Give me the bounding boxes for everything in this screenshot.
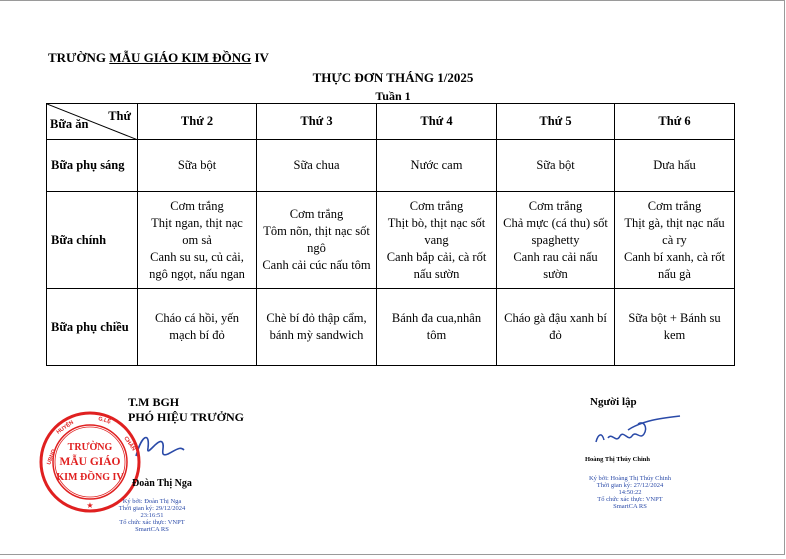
row-label: Bữa phụ sáng xyxy=(47,140,138,192)
menu-line: Canh bí xanh, cà rốt xyxy=(623,249,725,264)
menu-line: Thịt bò, thịt nạc sốt xyxy=(387,215,486,230)
menu-line: Thịt gà, thịt nạc nấu xyxy=(624,215,725,230)
menu-line: Cơm trắng xyxy=(289,207,344,221)
svg-text:CHẤN: CHẤN xyxy=(122,435,137,453)
table-header-row xyxy=(47,104,735,140)
row-label: Bữa phụ chiều xyxy=(47,289,138,366)
svg-text:TRƯỜNG: TRƯỜNG xyxy=(67,442,113,453)
menu-line: sườn xyxy=(543,266,568,281)
corner-meal-label: Bữa ăn xyxy=(50,117,89,131)
menu-line: ngô xyxy=(307,241,326,255)
menu-cell xyxy=(497,192,615,289)
menu-cell xyxy=(497,140,615,192)
school-name: TRƯỜNG MẪU GIÁO KIM ĐỒNG IV xyxy=(48,50,269,65)
menu-cell xyxy=(257,289,377,366)
signature-scribble-right xyxy=(588,412,683,452)
menu-line: Tôm nõn, thịt nạc sốt xyxy=(263,224,370,238)
svg-text:G.LỆ: G.LỆ xyxy=(97,416,112,426)
menu-line: spaghetty xyxy=(531,232,580,247)
menu-line: Cháo gà đậu xanh bí xyxy=(504,311,607,325)
day-header: Thứ 2 xyxy=(138,104,257,140)
svg-text:★: ★ xyxy=(86,501,94,510)
menu-line: cà ry xyxy=(662,232,687,247)
day-header: Thứ 5 xyxy=(497,104,615,140)
table-row xyxy=(47,140,735,192)
menu-line: Sữa bột xyxy=(177,158,217,172)
svg-text:HUYỆN: HUYỆN xyxy=(55,419,75,436)
table-row xyxy=(47,289,735,366)
left-signature-meta xyxy=(112,498,192,533)
menu-line: ngô ngọt, nấu ngan xyxy=(149,266,245,281)
menu-line: Dưa hấu xyxy=(653,158,696,172)
menu-line: nấu gà xyxy=(658,266,691,281)
menu-cell xyxy=(497,289,615,366)
menu-line: Chè bí đỏ thập cẩm, xyxy=(266,311,367,325)
menu-line: tôm xyxy=(426,328,447,342)
svg-text:KIM ĐỒNG IV: KIM ĐỒNG IV xyxy=(56,472,124,483)
menu-cell xyxy=(377,192,497,289)
meta-line: 23:16:51 xyxy=(140,512,164,519)
meta-line: Thời gian ký: 27/12/2024 xyxy=(596,482,664,489)
menu-cell xyxy=(257,192,377,289)
meta-line: Tổ chức xác thực: VNPT xyxy=(597,496,663,503)
menu-line: Cơm trắng xyxy=(528,198,583,213)
right-signature-title: Người lập xyxy=(590,396,637,408)
menu-line: mạch bí đỏ xyxy=(169,328,225,342)
menu-line: Thịt ngan, thịt nạc xyxy=(151,215,243,230)
meta-line: Ký bởi: Hoàng Thị Thúy Chinh xyxy=(588,475,672,482)
corner-header xyxy=(47,104,138,140)
day-header: Thứ 6 xyxy=(615,104,735,140)
left-signature-title xyxy=(128,394,245,424)
right-signer-name: Hoàng Thị Thúy Chinh xyxy=(585,456,650,463)
week-label: Tuần 1 xyxy=(375,89,411,103)
svg-text:UBND: UBND xyxy=(46,448,58,466)
menu-line: Sữa bột xyxy=(536,158,575,172)
menu-line: kem xyxy=(663,328,686,342)
day-header: Thứ 4 xyxy=(377,104,497,140)
svg-text:MẪU GIÁO: MẪU GIÁO xyxy=(59,456,121,468)
menu-line: đỏ xyxy=(549,328,562,342)
meta-line: SmartCA RS xyxy=(135,526,169,533)
menu-cell xyxy=(138,289,257,366)
menu-line: Bánh đa cua,nhân xyxy=(391,311,482,325)
menu-line: Canh cải cúc nấu tôm xyxy=(262,258,371,272)
left-title-line1: T.M BGH xyxy=(128,395,180,409)
menu-cell xyxy=(377,140,497,192)
menu-table xyxy=(46,103,735,366)
menu-line: om sả xyxy=(182,232,212,247)
menu-line: Cơm trắng xyxy=(647,198,702,213)
menu-title: THỰC ĐƠN THÁNG 1/2025 xyxy=(312,70,474,85)
menu-cell xyxy=(615,140,735,192)
menu-cell xyxy=(377,289,497,366)
menu-line: Canh bắp cải, cà rốt xyxy=(386,249,487,264)
menu-line: Nước cam xyxy=(410,158,463,172)
menu-line: Cháo cá hồi, yến xyxy=(154,311,239,325)
menu-cell xyxy=(138,192,257,289)
menu-line: Chả mực (cá thu) sốt xyxy=(503,215,608,230)
meta-line: Thời gian ký: 29/12/2024 xyxy=(118,505,186,512)
meta-line: 14:50:22 xyxy=(618,489,642,496)
left-signer-name: Đoàn Thị Nga xyxy=(132,478,192,489)
meta-line: Ký bởi: Đoàn Thị Nga xyxy=(122,498,182,505)
menu-cell xyxy=(138,140,257,192)
menu-cell xyxy=(615,289,735,366)
menu-line: vang xyxy=(424,232,449,247)
menu-line: nấu sườn xyxy=(413,266,460,281)
menu-line: Sữa bột + Bánh su xyxy=(628,311,721,325)
menu-cell xyxy=(257,140,377,192)
left-title-line2: PHÓ HIỆU TRƯỞNG xyxy=(128,410,245,424)
meta-line: Tổ chức xác thực: VNPT xyxy=(119,519,185,526)
menu-line: Cơm trắng xyxy=(409,198,464,213)
table-row xyxy=(47,192,735,289)
menu-line: Canh rau cải nấu xyxy=(513,249,598,264)
row-label: Bữa chính xyxy=(47,192,138,289)
day-header: Thứ 3 xyxy=(257,104,377,140)
right-signature-meta xyxy=(580,475,680,510)
meta-line: SmartCA RS xyxy=(613,503,647,510)
menu-line: bánh mỳ sandwich xyxy=(269,328,364,342)
menu-line: Sữa chua xyxy=(293,158,340,172)
menu-line: Canh su su, củ cải, xyxy=(150,249,244,264)
corner-day-label: Thứ xyxy=(108,109,131,123)
menu-line: Cơm trắng xyxy=(170,198,224,213)
menu-cell xyxy=(615,192,735,289)
